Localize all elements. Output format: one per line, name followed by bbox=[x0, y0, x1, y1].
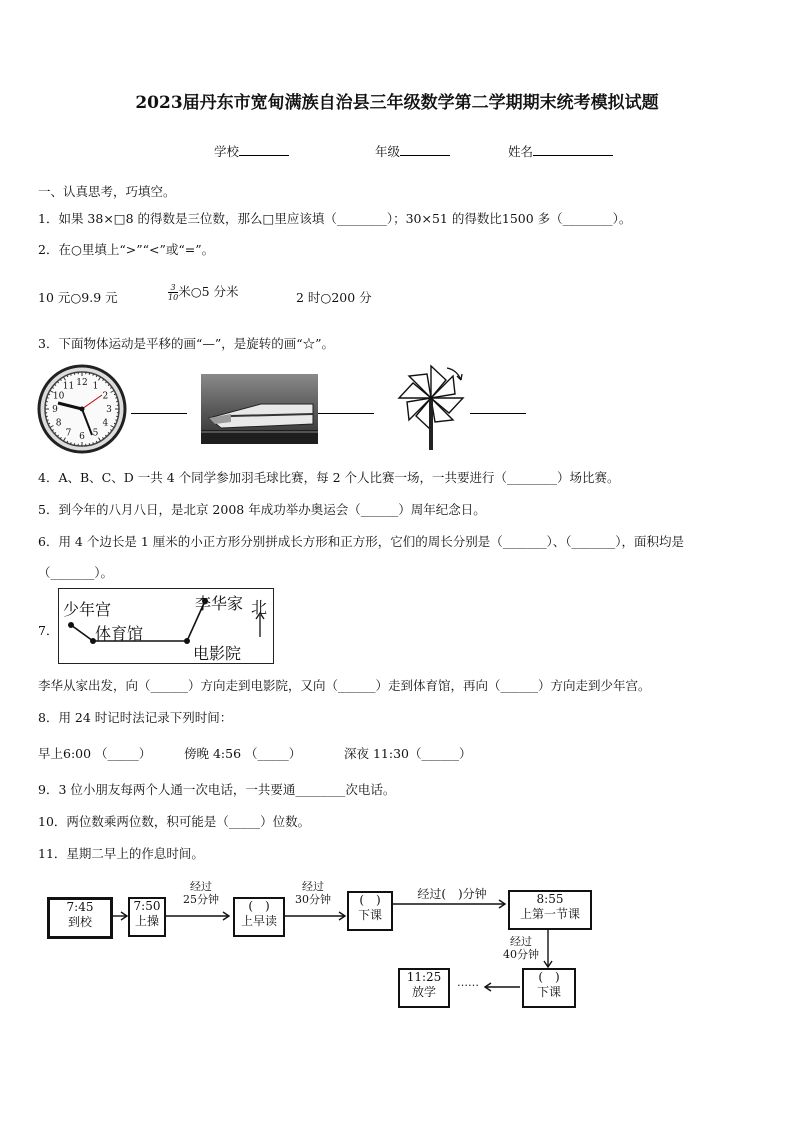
clock-number: 10 bbox=[52, 391, 65, 402]
schedule-time: 8:55 bbox=[536, 892, 564, 906]
pinwheel-image bbox=[391, 358, 471, 452]
name-field bbox=[508, 142, 613, 160]
fraction bbox=[168, 283, 178, 302]
question-4: 4．A、B、C、D 一共 4 个同学参加羽毛球比赛，每 2 个人比赛一场，一共要进行（________）场比赛。 bbox=[38, 470, 620, 485]
schedule-box-break[interactable] bbox=[347, 891, 393, 931]
clock-tick bbox=[115, 420, 117, 421]
clock-tick bbox=[47, 398, 49, 399]
answer-line-pinwheel[interactable] bbox=[470, 413, 526, 414]
schedule-time-blank[interactable]: ( ) bbox=[359, 893, 381, 907]
compare-item-c: 2 时○200 分 bbox=[296, 290, 372, 305]
clock-number: 6 bbox=[79, 432, 85, 442]
clock-tick bbox=[71, 374, 72, 376]
school-field bbox=[214, 142, 289, 160]
clock-number: 1 bbox=[92, 381, 99, 392]
page-title: 2023届丹东市宽甸满族自治县三年级数学第二学期期末统考模拟试题 bbox=[135, 93, 659, 113]
schedule-label: 下课 bbox=[357, 908, 382, 922]
time-item-c: 深夜 11:30（______） bbox=[344, 746, 472, 761]
clock-image bbox=[36, 363, 128, 455]
school-label: 学校 bbox=[214, 144, 240, 159]
question-2: 2．在○里填上“>”“<”或“=”。 bbox=[38, 242, 215, 257]
question-6: 6．用 4 个边长是 1 厘米的小正方形分别拼成长方形和正方形，它们的周长分别是（_______）、（_______），面积均是 bbox=[38, 534, 685, 549]
map-label-lihuajia: 李华家 bbox=[195, 594, 244, 613]
question-7-number: 7． bbox=[38, 623, 59, 638]
question-6-continued: （_______）。 bbox=[38, 565, 114, 580]
schedule-time: 11:25 bbox=[406, 970, 442, 984]
question-7-text: 李华从家出发，向（______）方向走到电影院，又向（______）走到体育馆，再向（______）方向走到少年宫。 bbox=[38, 678, 651, 693]
schedule-box-arrive bbox=[47, 897, 113, 939]
schedule-time: 7:45 bbox=[66, 900, 94, 914]
arrow-label-40min bbox=[496, 935, 546, 961]
ellipsis: …… bbox=[457, 976, 479, 989]
question-11: 11．星期二早上的作息时间。 bbox=[38, 846, 204, 861]
answer-line-clock[interactable] bbox=[131, 413, 187, 414]
name-blank[interactable] bbox=[533, 143, 613, 156]
schedule-box-reading[interactable] bbox=[233, 897, 285, 937]
arrow-label-bottom: 30分钟 bbox=[295, 893, 331, 906]
schedule-box-dismiss bbox=[398, 968, 450, 1008]
map-label-north: 北 bbox=[251, 598, 268, 617]
clock-tick bbox=[93, 442, 94, 444]
school-blank[interactable] bbox=[239, 143, 289, 156]
arrow-label-top: 经过 bbox=[190, 880, 212, 893]
clock-tick bbox=[115, 398, 117, 399]
arrow-label-bottom: 25分钟 bbox=[183, 893, 219, 906]
direction-map bbox=[58, 588, 274, 664]
map-label-dianyingyuan: 电影院 bbox=[193, 644, 242, 663]
grade-blank[interactable] bbox=[400, 143, 450, 156]
arrow-label-top: 经过 bbox=[302, 880, 324, 893]
clock-tick bbox=[93, 374, 94, 376]
schedule-label: 放学 bbox=[411, 985, 436, 999]
grade-field bbox=[375, 142, 450, 160]
clock-number: 2 bbox=[102, 391, 109, 402]
time-item-b: 傍晚 4:56 （_____） bbox=[184, 746, 302, 761]
clock-number: 11 bbox=[62, 381, 75, 392]
schedule-time: 7:50 bbox=[133, 899, 161, 913]
schedule-time-blank[interactable]: ( ) bbox=[248, 899, 270, 913]
compare-item-a: 10 元○9.9 元 bbox=[38, 290, 118, 305]
schedule-box-first-class bbox=[508, 890, 592, 930]
schedule-label: 下课 bbox=[536, 985, 561, 999]
question-8: 8．用 24 时记时法记录下列时间： bbox=[38, 710, 233, 725]
train-image bbox=[201, 374, 318, 444]
clock-tick bbox=[71, 442, 72, 444]
name-label: 姓名 bbox=[508, 144, 534, 159]
schedule-box-class-end[interactable] bbox=[522, 968, 576, 1008]
clock-number: 5 bbox=[92, 428, 99, 439]
schedule-time-blank[interactable]: ( ) bbox=[538, 970, 560, 984]
compare-item-b-text: 米○5 分米 bbox=[178, 284, 239, 299]
fraction-denominator: 10 bbox=[168, 293, 179, 302]
arrow-label-25min bbox=[176, 880, 226, 906]
compare-item-b bbox=[168, 282, 239, 302]
grade-label: 年级 bbox=[375, 144, 401, 159]
schedule-arrows bbox=[0, 870, 794, 1020]
fraction-numerator: 3 bbox=[168, 283, 178, 293]
time-item-a: 早上6:00 （_____） bbox=[38, 746, 152, 761]
schedule-label: 到校 bbox=[67, 915, 92, 929]
arrow-label-unknown-min[interactable]: 经过( )分钟 bbox=[417, 887, 487, 901]
question-10: 10．两位数乘两位数，积可能是（_____）位数。 bbox=[38, 814, 311, 829]
schedule-label: 上操 bbox=[134, 914, 159, 928]
arrow-label-bottom: 40分钟 bbox=[503, 948, 539, 961]
question-3: 3．下面物体运动是平移的画“—”，是旋转的画“☆”。 bbox=[38, 336, 335, 351]
clock-number: 3 bbox=[106, 405, 112, 415]
map-label-shaoniangong: 少年宫 bbox=[63, 600, 112, 619]
clock-number: 9 bbox=[52, 405, 58, 415]
clock-tick bbox=[47, 420, 49, 421]
arrow-label-30min bbox=[288, 880, 338, 906]
clock-number: 4 bbox=[102, 418, 109, 429]
schedule-label: 上早读 bbox=[240, 914, 277, 928]
map-label-tiyuguan: 体育馆 bbox=[95, 624, 144, 643]
arrow-label-top: 经过 bbox=[510, 935, 532, 948]
clock-number: 8 bbox=[55, 418, 62, 429]
question-1: 1．如果 38×□8 的得数是三位数，那么□里应该填（________）；30×51 的得数比1500 多（________）。 bbox=[38, 211, 632, 226]
schedule-label: 上第一节课 bbox=[519, 907, 580, 921]
clock-number: 12 bbox=[76, 378, 88, 388]
question-9: 9．3 位小朋友每两个人通一次电话，一共要通________次电话。 bbox=[38, 782, 396, 797]
schedule-box-exercise bbox=[128, 897, 166, 937]
section-heading: 一、认真思考，巧填空。 bbox=[38, 184, 176, 199]
clock-number: 7 bbox=[65, 428, 72, 439]
question-5: 5．到今年的八月八日，是北京 2008 年成功举办奥运会（______）周年纪念日。 bbox=[38, 502, 486, 517]
answer-line-train[interactable] bbox=[318, 413, 374, 414]
